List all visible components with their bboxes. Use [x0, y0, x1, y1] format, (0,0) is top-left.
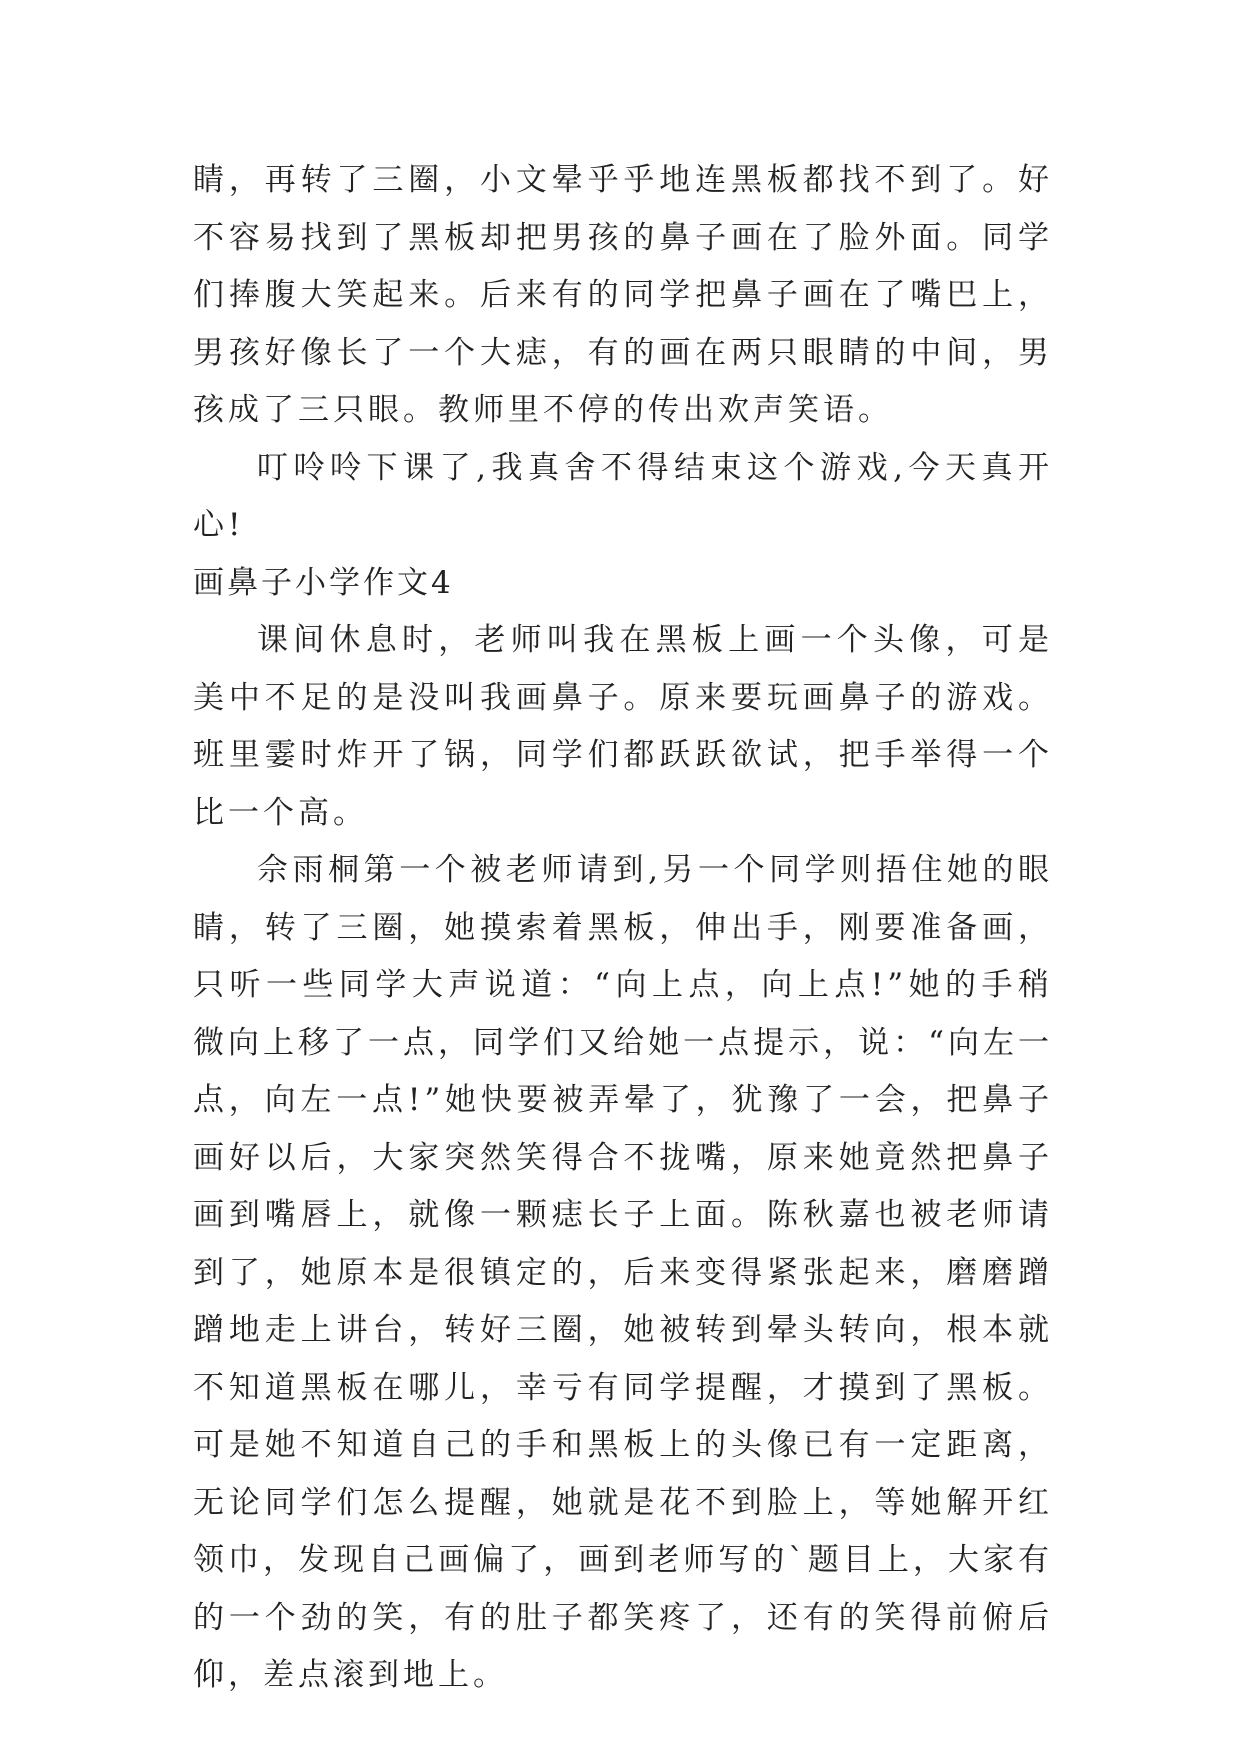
paragraph-main: 佘雨桐第一个被老师请到,另一个同学则捂住她的眼睛，转了三圈，她摸索着黑板，伸出手，刚要准备画，只听一些同学大声说道：“向上点，向上点!”她的手稍微向上移了一点，同学们又给她一点提示，说：“向左一点，向左一点!”她快要被弄晕了，犹豫了一会，把鼻子画好以后，大家突然笑得合不拢嘴，原来她竟然把鼻子画到嘴唇上，就像一颗痣长子上面。陈秋嘉也被老师请到了，她原本是很镇定的，后来变得紧张起来，磨磨蹭蹭地走上讲台，转好三圈，她被转到晕头转向，根本就不知道黑板在哪儿，幸亏有同学提醒，才摸到了黑板。可是她不知道自己的手和黑板上的头像已有一定距离，无论同学们怎么提醒，她就是花不到脸上，等她解开红领巾，发现自己画偏了，画到老师写的`题目上，大家有的一个劲的笑，有的肚子都笑疼了，还有的笑得前俯后仰，差点滚到地上。 [193, 852, 1053, 1693]
paragraph-intro: 课间休息时，老师叫我在黑板上画一个头像，可是美中不足的是没叫我画鼻子。原来要玩画鼻子的游戏。班里霎时炸开了锅，同学们都跃跃欲试，把手举得一个比一个高。 [193, 622, 1053, 831]
essay-title: 画鼻子小学作文4 [193, 564, 454, 601]
paragraph-continued: 睛，再转了三圈，小文晕乎乎地连黑板都找不到了。好不容易找到了黑板却把男孩的鼻子画在了脸外面。同学们捧腹大笑起来。后来有的同学把鼻子画在了嘴巴上，男孩好像长了一个大痣，有的画在两只眼睛的中间，男孩成了三只眼。教师里不停的传出欢声笑语。 [193, 162, 1053, 428]
paragraph-ending: 叮呤呤下课了,我真舍不得结束这个游戏,今天真开心! [193, 449, 1053, 543]
document-body [193, 152, 1053, 1705]
